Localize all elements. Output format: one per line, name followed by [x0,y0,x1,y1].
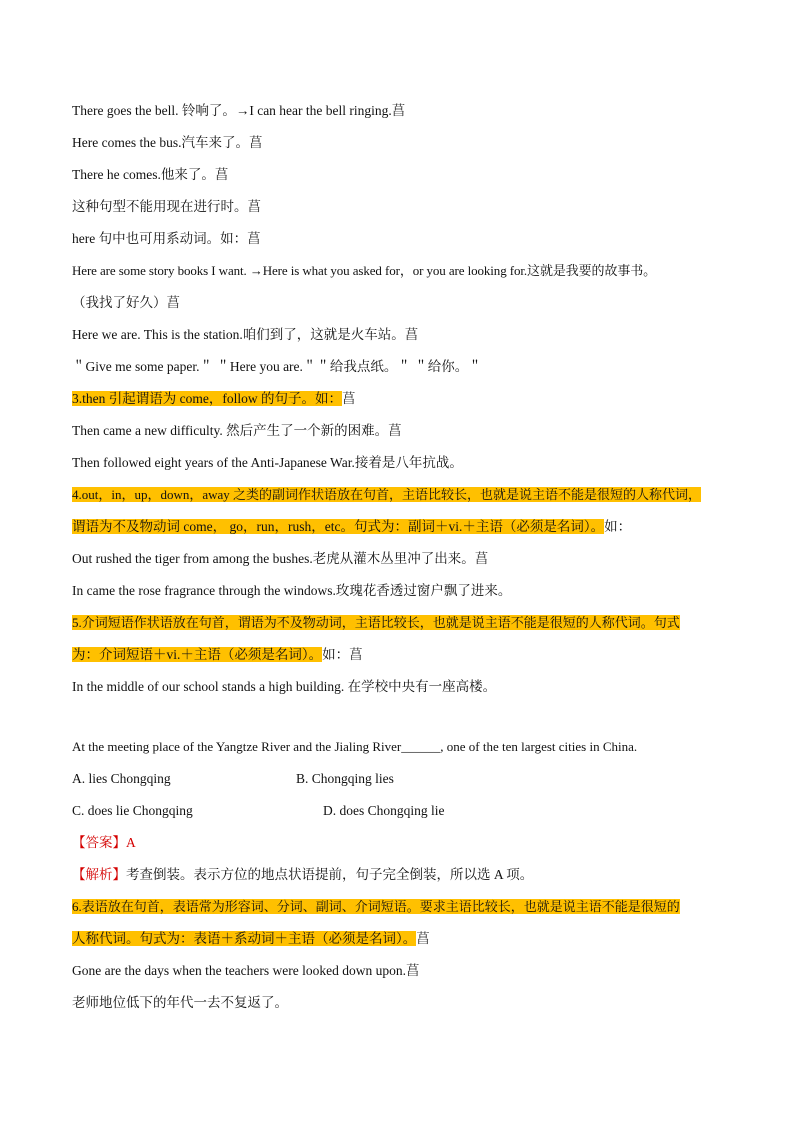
sentence: Here comes the bus.汽车来了。 [72,135,249,150]
rule-heading-6 [72,897,732,917]
sentence: Here are some story books I want. →Here is what you asked for，or you are looking for.这就是我要的故事书。 [72,263,657,278]
paragraph-mark: 菖 [474,551,489,566]
text-line [72,229,732,249]
sentence: Gone are the days when the teachers were looked down upon. [72,963,407,978]
highlighted-rule: 人称代词。句式为：表语＋系动词＋主语（必须是名词）。 [72,931,417,946]
highlighted-rule: 为：介词短语＋vi.＋主语（必须是名词）。 [72,647,323,662]
text-line [72,993,732,1013]
text-line [72,357,732,377]
sentence: ＂Give me some paper.＂ ＂Here you are.＂＂给我点纸。＂ ＂给你。＂ [72,359,482,374]
sentence: 老师地位低下的年代一去不复返了。 [72,995,288,1010]
rule-heading-4-cont [72,517,732,537]
option-d-text: D. does Chongqing lie [323,803,445,818]
option-a-text: A. lies Chongqing [72,771,171,786]
option-c [72,801,193,821]
text-line [72,101,732,121]
question-stem [72,737,732,757]
highlighted-rule: 5.介词短语作状语放在句首，谓语为不及物动词，主语比较长，也就是说主语不能是很短的人称代词。句式 [72,615,680,630]
option-b [296,769,394,789]
rule-heading-6-cont [72,929,732,949]
paragraph-mark: 菖 [406,963,420,978]
sentence: here 句中也可用系动词。如： [72,231,248,246]
sentence: There he comes.他来了。 [72,167,215,182]
sentence: 这种句型不能用现在进行时。 [72,199,248,214]
paragraph-mark: 菖 [247,231,261,246]
highlighted-rule: 4.out，in，up，down，away 之类的副词作状语放在句首，主语比较长，也就是说主语不能是很短的人称代词， [72,487,702,502]
text-line [72,261,732,281]
paragraph-mark: 菖 [166,295,180,310]
sentence: Here we are. This is the station.咱们到了，这就是火车站。 [72,327,405,342]
option-c-text: C. does lie Chongqing [72,803,193,818]
paragraph-mark: 菖 [404,327,419,342]
highlighted-rule: 3.then 引起谓语为 come，follow 的句子。如： [72,391,342,406]
sentence: 如： [322,647,350,662]
sentence: Then came a new difficulty. 然后产生了一个新的困难。 [72,423,389,438]
sentence: Then followed eight years of the Anti-Japanese War.接着是八年抗战。 [72,455,463,470]
option-a [72,769,171,789]
paragraph-mark: 菖 [248,135,263,150]
sentence: In came the rose fragrance through the windows.玫瑰花香透过窗户飘了进来。 [72,583,512,598]
rule-heading-3 [72,389,732,409]
answer-tag: 【答案】 [72,835,126,850]
text-line [72,453,732,473]
paragraph-mark: 菖 [341,391,356,406]
highlighted-rule: 6.表语放在句首，表语常为形容词、分词、副词、介词短语。要求主语比较长，也就是说主语不能是很短的 [72,899,680,914]
text-line [72,197,732,217]
sentence: In the middle of our school stands a high building. 在学校中央有一座高楼。 [72,679,497,694]
text-line [72,325,732,345]
paragraph-mark: 菖 [349,647,363,662]
highlighted-rule: 谓语为不及物动词 come， go，run，rush，etc。句式为：副词＋vi.＋主语（必须是名词）。 [72,519,605,534]
rule-heading-4 [72,485,732,505]
paragraph-mark: 菖 [388,423,402,438]
question-text: At the meeting place of the Yangtze River and the Jialing River______, one of the ten largest cities in China. [72,739,638,754]
sentence: （我找了好久） [72,295,167,310]
analysis-line [72,865,732,885]
answer-line [72,833,732,853]
paragraph-mark: 菖 [391,103,406,118]
text-line [72,549,732,569]
text-line [72,421,732,441]
sentence: 如： [604,519,632,534]
paragraph-mark: 菖 [416,931,430,946]
paragraph-mark: 菖 [247,199,261,214]
option-b-text: B. Chongqing lies [296,771,394,786]
text-line [72,293,732,313]
analysis-text: 考查倒装。表示方位的地点状语提前，句子完全倒装，所以选 A 项。 [126,867,534,882]
analysis-tag: 【解析】 [72,867,126,882]
option-d [323,801,445,821]
text-line [72,165,732,185]
text-line [72,133,732,153]
rule-heading-5 [72,613,732,633]
rule-heading-5-cont [72,645,732,665]
sentence: There goes the bell. 铃响了。→I can hear the bell ringing. [72,103,392,118]
answer-value: A [126,835,136,850]
paragraph-mark: 菖 [214,167,229,182]
text-line [72,677,732,697]
text-line [72,581,732,601]
text-line [72,961,732,981]
sentence: Out rushed the tiger from among the bushes.老虎从灌木丛里冲了出来。 [72,551,475,566]
